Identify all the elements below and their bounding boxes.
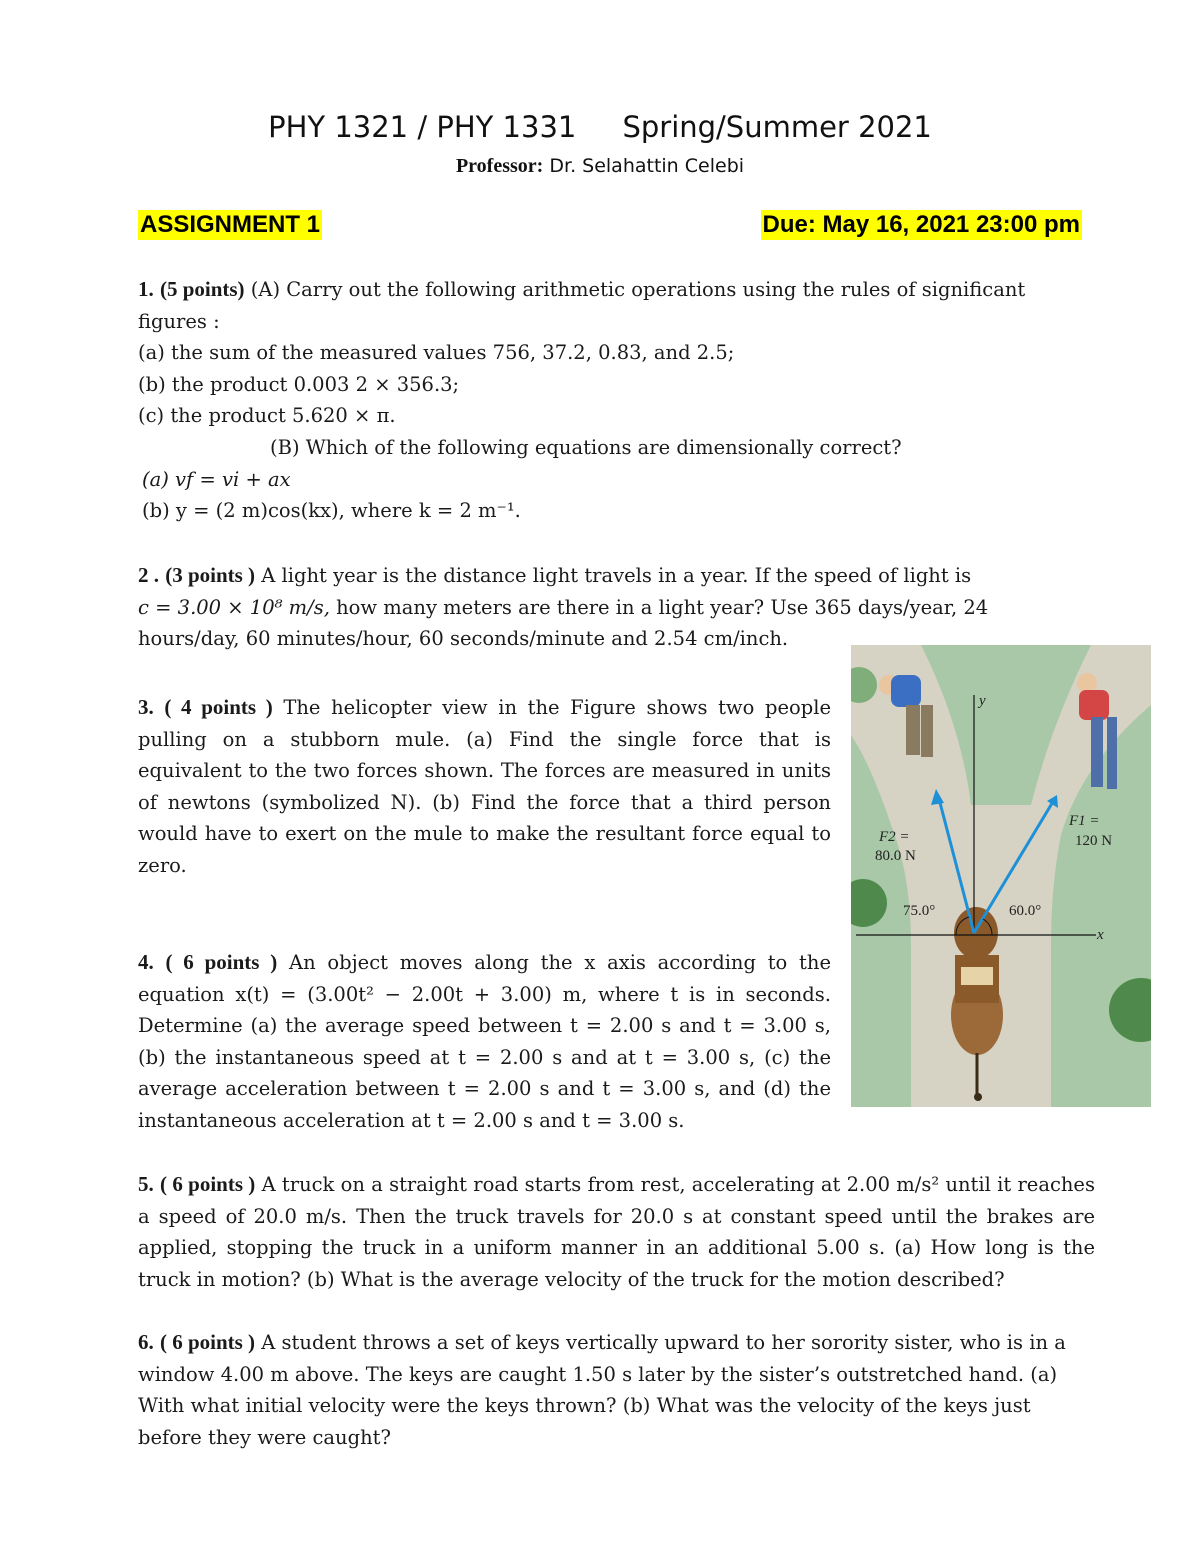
f1-value: 120 N — [1075, 833, 1113, 849]
question-5 — [138, 1169, 1095, 1295]
question-3 — [138, 692, 831, 882]
q1-equation-a: (a) vf = vi + ax — [142, 467, 291, 491]
q2-number: 2 . — [138, 563, 159, 587]
x-axis-label: x — [1097, 927, 1104, 943]
assignment-label: ASSIGNMENT 1 — [140, 211, 321, 238]
q3-text: The helicopter view in the Figure shows two people pulling on a stubborn mule. (a) Find the single force that is equivalent to the two forces shown. The forces are measured in units of newtons (symbolized N). (b) Find the force that a third person would have to exert on the mule to make the resultant force equal to zero. — [138, 696, 831, 877]
q6-number: 6. — [138, 1330, 154, 1354]
q1-points: (5 points) — [159, 277, 245, 301]
due-date: Due: May 16, 2021 23:00 pm — [762, 211, 1080, 238]
q4-points: ( 6 points ) — [165, 950, 278, 974]
professor-line — [0, 155, 1200, 178]
q1-item-b: (b) the product 0.003 2 × 356.3; — [138, 372, 460, 396]
figure-svg — [851, 645, 1151, 1107]
q1-part-a: (A) Carry out the following arithmetic operations using the rules of significant — [244, 278, 1026, 301]
question-6 — [138, 1327, 1095, 1453]
q1-item-c: (c) the product 5.620 × π. — [138, 404, 396, 428]
q1-part-a-cont: figures : — [138, 309, 220, 333]
q5-points: ( 6 points ) — [160, 1172, 256, 1196]
question-4 — [138, 947, 831, 1137]
q6-points: ( 6 points ) — [159, 1330, 256, 1354]
f2-label: F2 = — [879, 829, 910, 845]
professor-name: Dr. Selahattin Celebi — [549, 155, 745, 177]
q1-number: 1. — [138, 277, 154, 301]
q3-number: 3. — [138, 695, 154, 719]
q6-text: A student throws a set of keys vertically upward to her sorority sister, who is in a window 4.00 m above. The keys are caught 1.50 s later by the sister’s outstretched hand. (a) With what initial velocity were the keys thrown? (b) What was the velocity of the keys just before they were caught? — [138, 1331, 1066, 1449]
q2-text-3: hours/day, 60 minutes/hour, 60 seconds/minute and 2.54 cm/inch. — [138, 627, 789, 651]
q2-formula: c = 3.00 × 10⁸ m/s, — [138, 595, 330, 619]
q2-text-1: A light year is the distance light travels in a year. If the speed of light is — [255, 564, 972, 587]
q1-part-b: (B) Which of the following equations are dimensionally correct? — [270, 435, 902, 459]
professor-label: Professor: — [455, 155, 544, 177]
q3-points: ( 4 points ) — [164, 695, 273, 719]
course-title: PHY 1321 / PHY 1331 Spring/Summer 2021 — [268, 110, 932, 144]
q5-text: A truck on a straight road starts from rest, accelerating at 2.00 m/s² until it reaches a speed of 20.0 m/s. Then the truck travels for 20.0 s at constant speed until the brakes are applied, stopping the truck in a uniform manner in an additional 5.00 s. (a) How long is the truck in motion? (b) What is the average velocity of the truck for the motion described? — [138, 1173, 1095, 1291]
angle-left-label: 75.0° — [903, 903, 936, 919]
q1-equation-b: (b) y = (2 m)cos(kx), where k = 2 m⁻¹. — [142, 499, 521, 523]
q5-number: 5. — [138, 1172, 154, 1196]
q4-text: An object moves along the x axis according to the equation x(t) = (3.00t² − 2.00t + 3.00) m, where t is in seconds. Determine (a) the average speed between t = 2.00 s and t = 3.00 s, (b) the instantaneous speed at t = 2.00 s and at t = 3.00 s, (c) the average acceleration between t = 2.00 s and t = 3.00 s, and (d) the instantaneous acceleration at t = 2.00 s and t = 3.00 s. — [138, 951, 831, 1132]
angle-right-label: 60.0° — [1009, 903, 1042, 919]
f1-label: F1 = — [1069, 813, 1100, 829]
q1-item-a: (a) the sum of the measured values 756, 37.2, 0.83, and 2.5; — [138, 341, 735, 365]
mule-force-figure — [851, 645, 1151, 1107]
q2-points: (3 points ) — [165, 563, 256, 587]
question-1 — [138, 274, 1095, 527]
f2-value: 80.0 N — [875, 848, 916, 864]
question-2 — [138, 560, 1095, 655]
q4-number: 4. — [138, 950, 154, 974]
q2-text-2: how many meters are there in a light year? Use 365 days/year, 24 — [329, 595, 989, 619]
y-axis-label: y — [979, 693, 986, 709]
